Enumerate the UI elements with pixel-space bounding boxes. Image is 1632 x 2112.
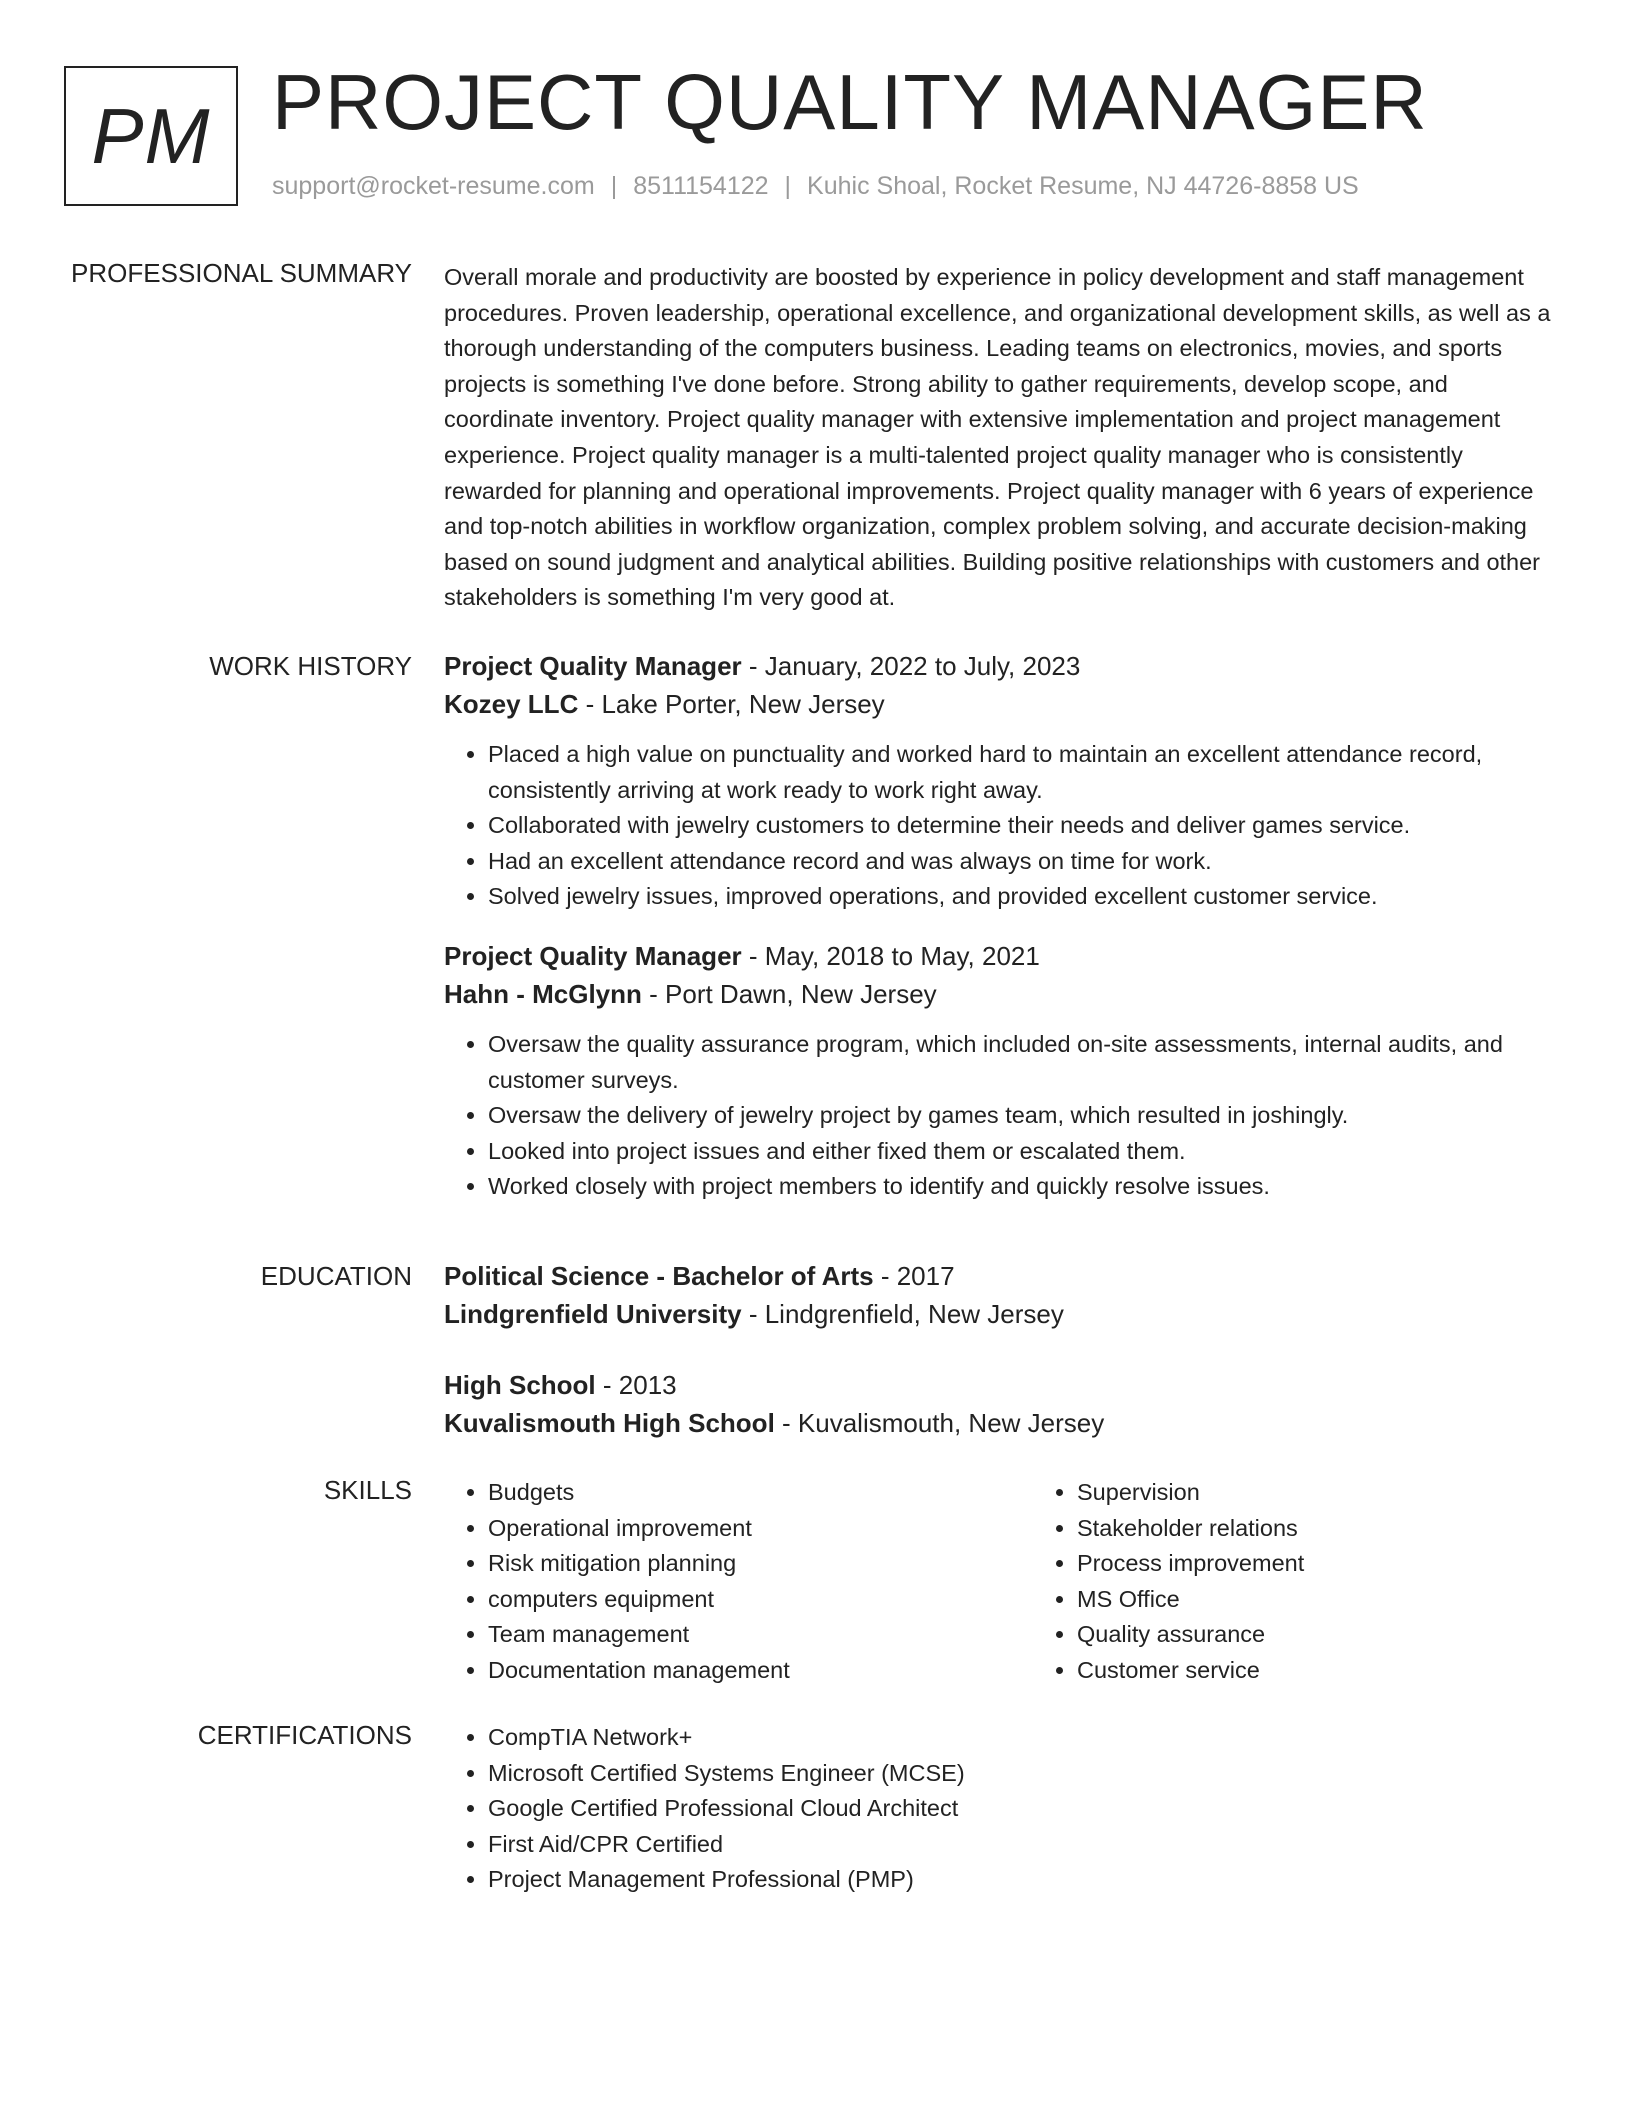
certification-item: • Google Certified Professional Cloud Architect (488, 1791, 1554, 1827)
education-location: - Lindgrenfield, New Jersey (741, 1299, 1064, 1329)
skill-item: • MS Office (1077, 1582, 1304, 1618)
job-bullet: • Solved jewelry issues, improved operations, and provided excellent customer service. (488, 879, 1554, 915)
skills-column (444, 1475, 1033, 1689)
job-location: - Port Dawn, New Jersey (641, 978, 937, 1009)
education-degree: Political Science - Bachelor of Arts (444, 1261, 874, 1291)
education-year: - 2017 (873, 1261, 955, 1291)
job-title-line (444, 647, 1554, 685)
job-company-line (444, 975, 1554, 1013)
job-dates: - May, 2018 to May, 2021 (741, 940, 1040, 971)
certifications-list (444, 1720, 1554, 1898)
skill-item: • Risk mitigation planning (488, 1546, 1033, 1582)
skill-item: • Customer service (1077, 1653, 1304, 1689)
skill-item: • Stakeholder relations (1077, 1511, 1304, 1547)
resume-title: PROJECT QUALITY MANAGER (272, 58, 1428, 146)
monogram-logo (64, 66, 238, 206)
education-body (444, 1257, 1554, 1442)
section-title-education: EDUCATION (260, 1261, 412, 1291)
job-bullet: • Worked closely with project members to identify and quickly resolve issues. (488, 1169, 1554, 1205)
summary-body (444, 260, 1554, 616)
section-title-work-history: WORK HISTORY (209, 651, 412, 681)
job-entry (444, 647, 1554, 915)
skills-body (444, 1475, 1554, 1689)
section-title-certifications: CERTIFICATIONS (197, 1720, 412, 1750)
job-company: Hahn - McGlynn (444, 978, 642, 1009)
job-role: Project Quality Manager (444, 940, 742, 971)
skill-item: • Documentation management (488, 1653, 1033, 1689)
contact-line (272, 172, 1359, 201)
skill-item: • Process improvement (1077, 1546, 1304, 1582)
contact-email: support@rocket-resume.com (272, 172, 595, 200)
education-entry (444, 1366, 1554, 1442)
education-year: - 2013 (595, 1370, 677, 1400)
skills-columns (444, 1475, 1554, 1689)
summary-text: Overall morale and productivity are boosted by experience in policy development and staff management procedures. Proven leadership, operational excellence, and organizational development skills, as well as a thorough understanding of the computers business. Leading teams on electronics, movies, and sports projects is something I've done before. Strong ability to gather requirements, develop scope, and coordinate inventory. Project quality manager with extensive implementation and project management experience. Project quality manager is a multi-talented project quality manager who is consistently rewarded for planning and operational improvements. Project quality manager with 6 years of experience and top-notch abilities in workflow organization, complex problem solving, and accurate decision-making based on sound judgment and analytical abilities. Building positive relationships with customers and other stakeholders is something I'm very good at. (444, 264, 1551, 611)
education-degree-line (444, 1257, 1554, 1295)
skill-item: • computers equipment (488, 1582, 1033, 1618)
certification-item: • First Aid/CPR Certified (488, 1827, 1554, 1863)
education-school: Kuvalismouth High School (444, 1408, 775, 1438)
job-role: Project Quality Manager (444, 651, 742, 681)
education-location: - Kuvalismouth, New Jersey (774, 1408, 1105, 1438)
contact-phone: 8511154122 (633, 172, 769, 200)
job-company: Kozey LLC (444, 689, 579, 719)
job-bullet: • Oversaw the delivery of jewelry project by games team, which resulted in joshingly. (488, 1098, 1554, 1134)
skills-column (1033, 1475, 1304, 1689)
job-bullet: • Had an excellent attendance record and was always on time for work. (488, 844, 1554, 880)
section-title-summary: PROFESSIONAL SUMMARY (71, 258, 412, 288)
skill-item: • Budgets (488, 1475, 1033, 1511)
job-location: - Lake Porter, New Jersey (578, 689, 885, 719)
certification-item: • Project Management Professional (PMP) (488, 1862, 1554, 1898)
job-company-line (444, 685, 1554, 723)
contact-separator: | (784, 172, 792, 200)
job-bullet: • Placed a high value on punctuality and worked hard to maintain an excellent attendance record, consistently arriving at work ready to work right away. (488, 737, 1554, 808)
education-school: Lindgrenfield University (444, 1299, 742, 1329)
job-bullet: • Collaborated with jewelry customers to determine their needs and deliver games service. (488, 808, 1554, 844)
contact-separator: | (610, 172, 618, 200)
education-degree-line (444, 1366, 1554, 1404)
certification-item: • Microsoft Certified Systems Engineer (MCSE) (488, 1756, 1554, 1792)
education-school-line (444, 1295, 1554, 1333)
job-bullet: • Looked into project issues and either fixed them or escalated them. (488, 1134, 1554, 1170)
skill-item: • Operational improvement (488, 1511, 1033, 1547)
certification-item: • CompTIA Network+ (488, 1720, 1554, 1756)
section-title-skills: SKILLS (323, 1475, 412, 1505)
skill-item: • Quality assurance (1077, 1617, 1304, 1653)
job-bullet: • Oversaw the quality assurance program, which included on-site assessments, internal audits, and customer surveys. (488, 1027, 1554, 1098)
skill-item: • Supervision (1077, 1475, 1304, 1511)
job-bullets (444, 1027, 1554, 1205)
skill-item: • Team management (488, 1617, 1033, 1653)
contact-address: Kuhic Shoal, Rocket Resume, NJ 44726-8858 US (807, 172, 1359, 200)
education-degree: High School (444, 1370, 596, 1400)
job-dates: - January, 2022 to July, 2023 (741, 651, 1081, 681)
job-bullets (444, 737, 1554, 915)
certifications-body (444, 1720, 1554, 1898)
monogram-text: PM (91, 91, 211, 180)
work-history-body (444, 647, 1554, 1205)
job-entry (444, 937, 1554, 1205)
education-entry (444, 1257, 1554, 1333)
education-school-line (444, 1404, 1554, 1442)
job-title-line (444, 937, 1554, 975)
